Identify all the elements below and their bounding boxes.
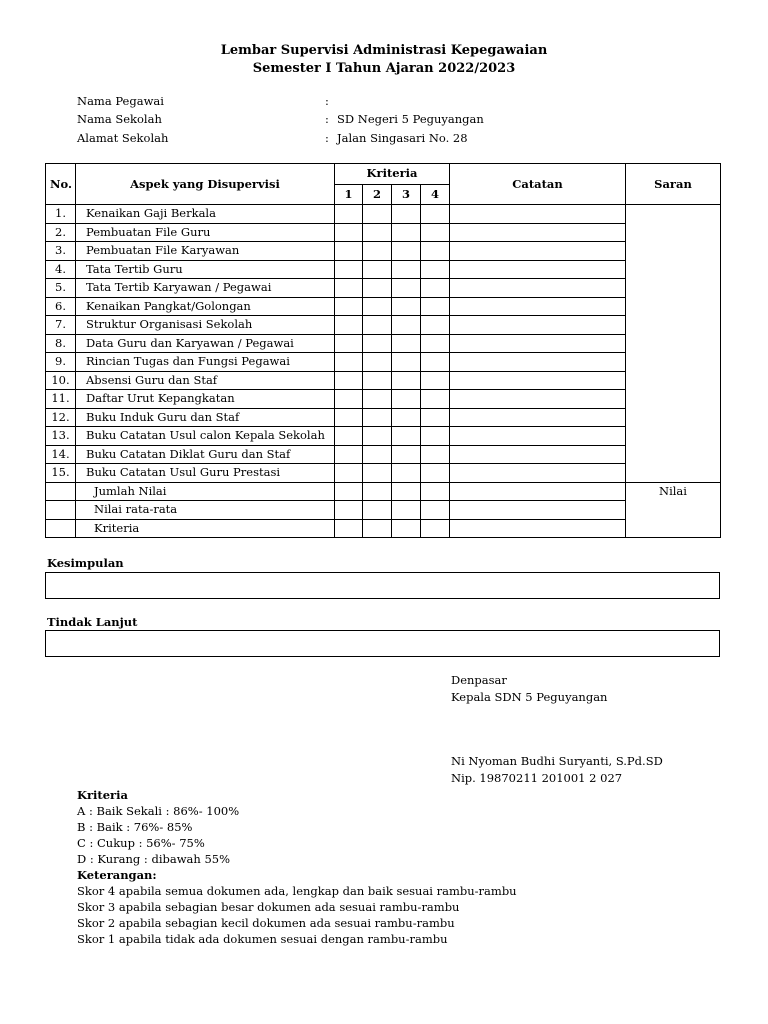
table-row <box>46 205 721 224</box>
criteria-cell-4[interactable] <box>421 205 450 224</box>
row-number: 4. <box>46 260 76 279</box>
criteria-cell-4[interactable] <box>421 445 450 464</box>
criteria-cell-4[interactable] <box>421 390 450 409</box>
row-number: 10. <box>46 371 76 390</box>
criteria-cell-1[interactable] <box>335 297 363 316</box>
criteria-legend-item: B : Baik : 76%- 85% <box>77 820 193 834</box>
criteria-cell-4[interactable] <box>421 297 450 316</box>
info-value: Jalan Singasari No. 28 <box>337 131 468 145</box>
criteria-cell-2[interactable] <box>363 353 392 372</box>
table-row <box>46 334 721 353</box>
notes-legend-item: Skor 4 apabila semua dokumen ada, lengkap dan baik sesuai rambu-rambu <box>77 884 517 898</box>
criteria-cell-1[interactable] <box>335 334 363 353</box>
row-aspect: Kenaikan Gaji Berkala <box>76 205 335 224</box>
row-number: 6. <box>46 297 76 316</box>
criteria-cell-3[interactable] <box>392 242 421 261</box>
header-criteria-3: 3 <box>392 184 421 205</box>
criteria-cell-4[interactable] <box>421 316 450 335</box>
row-number: 11. <box>46 390 76 409</box>
criteria-cell-2[interactable] <box>363 464 392 483</box>
notes-cell[interactable] <box>450 205 626 224</box>
table-row <box>46 297 721 316</box>
criteria-cell-3[interactable] <box>392 279 421 298</box>
criteria-cell-1[interactable] <box>335 242 363 261</box>
criteria-cell-2[interactable] <box>363 279 392 298</box>
row-aspect: Rincian Tugas dan Fungsi Pegawai <box>76 353 335 372</box>
notes-cell[interactable] <box>450 316 626 335</box>
criteria-cell-3[interactable] <box>392 205 421 224</box>
summary-row <box>46 501 721 520</box>
notes-cell[interactable] <box>450 371 626 390</box>
criteria-cell-1[interactable] <box>335 205 363 224</box>
info-label: Nama Sekolah <box>77 112 162 126</box>
summary-notes-cell[interactable] <box>450 482 626 501</box>
summary-criteria-cell-4[interactable] <box>421 501 450 520</box>
signature-nip: Nip. 19870211 201001 2 027 <box>451 771 623 785</box>
criteria-cell-4[interactable] <box>421 371 450 390</box>
table-row <box>46 316 721 335</box>
criteria-cell-2[interactable] <box>363 316 392 335</box>
notes-cell[interactable] <box>450 260 626 279</box>
criteria-cell-4[interactable] <box>421 334 450 353</box>
criteria-cell-2[interactable] <box>363 427 392 446</box>
criteria-cell-1[interactable] <box>335 445 363 464</box>
criteria-cell-1[interactable] <box>335 427 363 446</box>
notes-cell[interactable] <box>450 408 626 427</box>
row-number: 15. <box>46 464 76 483</box>
notes-cell[interactable] <box>450 445 626 464</box>
criteria-cell-3[interactable] <box>392 260 421 279</box>
header-criteria-4: 4 <box>421 184 450 205</box>
follow-up-label: Tindak Lanjut <box>47 615 138 629</box>
table-row <box>46 408 721 427</box>
criteria-cell-2[interactable] <box>363 205 392 224</box>
row-number: 14. <box>46 445 76 464</box>
notes-cell[interactable] <box>450 353 626 372</box>
criteria-cell-3[interactable] <box>392 427 421 446</box>
nilai-cell[interactable] <box>626 482 721 538</box>
row-number: 7. <box>46 316 76 335</box>
notes-cell[interactable] <box>450 334 626 353</box>
header-criteria: Kriteria <box>335 164 450 185</box>
summary-row <box>46 519 721 538</box>
criteria-cell-3[interactable] <box>392 371 421 390</box>
summary-number-cell <box>46 482 76 501</box>
criteria-cell-1[interactable] <box>335 316 363 335</box>
notes-legend-item: Skor 2 apabila sebagian kecil dokumen ada sesuai rambu-rambu <box>77 916 455 930</box>
criteria-legend-title: Kriteria <box>77 788 128 802</box>
table-row <box>46 445 721 464</box>
summary-row <box>46 482 721 501</box>
summary-criteria-cell-1[interactable] <box>335 519 363 538</box>
criteria-cell-1[interactable] <box>335 260 363 279</box>
criteria-cell-2[interactable] <box>363 223 392 242</box>
row-aspect: Tata Tertib Guru <box>76 260 335 279</box>
criteria-cell-3[interactable] <box>392 408 421 427</box>
table-row <box>46 260 721 279</box>
header-advice: Saran <box>626 164 721 205</box>
header-notes: Catatan <box>450 164 626 205</box>
criteria-cell-1[interactable] <box>335 353 363 372</box>
criteria-legend-item: C : Cukup : 56%- 75% <box>77 836 205 850</box>
advice-cell[interactable] <box>626 205 721 483</box>
criteria-cell-3[interactable] <box>392 223 421 242</box>
info-value: SD Negeri 5 Peguyangan <box>337 112 484 126</box>
row-aspect: Buku Catatan Diklat Guru dan Staf <box>76 445 335 464</box>
criteria-cell-3[interactable] <box>392 334 421 353</box>
summary-criteria-cell-2[interactable] <box>363 501 392 520</box>
criteria-cell-1[interactable] <box>335 279 363 298</box>
summary-label: Nilai rata-rata <box>76 501 335 520</box>
legend <box>77 787 517 947</box>
summary-number-cell <box>46 519 76 538</box>
summary-notes-cell[interactable] <box>450 501 626 520</box>
criteria-legend-item: A : Baik Sekali : 86%- 100% <box>77 804 240 818</box>
criteria-cell-1[interactable] <box>335 390 363 409</box>
criteria-cell-4[interactable] <box>421 408 450 427</box>
summary-number-cell <box>46 501 76 520</box>
table-row <box>46 242 721 261</box>
summary-criteria-cell-3[interactable] <box>392 501 421 520</box>
criteria-cell-2[interactable] <box>363 390 392 409</box>
notes-cell[interactable] <box>450 297 626 316</box>
criteria-cell-3[interactable] <box>392 445 421 464</box>
notes-cell[interactable] <box>450 279 626 298</box>
criteria-cell-2[interactable] <box>363 445 392 464</box>
row-number: 9. <box>46 353 76 372</box>
summary-criteria-cell-1[interactable] <box>335 482 363 501</box>
table-row <box>46 464 721 483</box>
nilai-label: Nilai <box>659 483 687 498</box>
conclusion-box[interactable] <box>45 572 720 599</box>
criteria-cell-3[interactable] <box>392 390 421 409</box>
criteria-cell-4[interactable] <box>421 353 450 372</box>
table-row <box>46 279 721 298</box>
table-row <box>46 353 721 372</box>
summary-notes-cell[interactable] <box>450 519 626 538</box>
notes-cell[interactable] <box>450 242 626 261</box>
table-row <box>46 390 721 409</box>
summary-criteria-cell-2[interactable] <box>363 482 392 501</box>
notes-cell[interactable] <box>450 223 626 242</box>
notes-cell[interactable] <box>450 464 626 483</box>
conclusion-label: Kesimpulan <box>47 556 124 570</box>
summary-label: Jumlah Nilai <box>76 482 335 501</box>
row-number: 8. <box>46 334 76 353</box>
summary-criteria-cell-1[interactable] <box>335 501 363 520</box>
info-colon: : <box>325 112 329 126</box>
criteria-cell-4[interactable] <box>421 427 450 446</box>
criteria-cell-1[interactable] <box>335 223 363 242</box>
supervision-table <box>45 163 721 538</box>
header-no: No. <box>46 164 76 205</box>
criteria-cell-3[interactable] <box>392 464 421 483</box>
document-subtitle: Semester I Tahun Ajaran 2022/2023 <box>252 61 516 76</box>
criteria-cell-3[interactable] <box>392 353 421 372</box>
notes-cell[interactable] <box>450 427 626 446</box>
row-aspect: Absensi Guru dan Staf <box>76 371 335 390</box>
row-number: 1. <box>46 205 76 224</box>
criteria-cell-1[interactable] <box>335 464 363 483</box>
row-aspect: Buku Catatan Usul Guru Prestasi <box>76 464 335 483</box>
criteria-cell-2[interactable] <box>363 334 392 353</box>
summary-label: Kriteria <box>76 519 335 538</box>
signature-position: Kepala SDN 5 Peguyangan <box>451 690 608 704</box>
criteria-cell-4[interactable] <box>421 464 450 483</box>
row-aspect: Buku Induk Guru dan Staf <box>76 408 335 427</box>
criteria-cell-4[interactable] <box>421 242 450 261</box>
info-colon: : <box>325 94 329 108</box>
criteria-legend-item: D : Kurang : dibawah 55% <box>77 852 231 866</box>
criteria-cell-2[interactable] <box>363 297 392 316</box>
notes-legend-item: Skor 3 apabila sebagian besar dokumen ada sesuai rambu-rambu <box>77 900 460 914</box>
row-number: 12. <box>46 408 76 427</box>
summary-criteria-cell-3[interactable] <box>392 482 421 501</box>
criteria-cell-2[interactable] <box>363 371 392 390</box>
info-label: Nama Pegawai <box>77 94 164 108</box>
summary-criteria-cell-4[interactable] <box>421 482 450 501</box>
row-number: 5. <box>46 279 76 298</box>
row-aspect: Pembuatan File Karyawan <box>76 242 335 261</box>
signature-name: Ni Nyoman Budhi Suryanti, S.Pd.SD <box>451 754 663 768</box>
summary-criteria-cell-3[interactable] <box>392 519 421 538</box>
summary-criteria-cell-2[interactable] <box>363 519 392 538</box>
row-aspect: Buku Catatan Usul calon Kepala Sekolah <box>76 427 335 446</box>
row-aspect: Struktur Organisasi Sekolah <box>76 316 335 335</box>
criteria-cell-4[interactable] <box>421 223 450 242</box>
criteria-cell-4[interactable] <box>421 279 450 298</box>
criteria-cell-2[interactable] <box>363 408 392 427</box>
header-criteria-2: 2 <box>363 184 392 205</box>
row-number: 2. <box>46 223 76 242</box>
criteria-cell-3[interactable] <box>392 316 421 335</box>
row-aspect: Daftar Urut Kepangkatan <box>76 390 335 409</box>
notes-legend-title: Keterangan: <box>77 868 157 882</box>
row-aspect: Pembuatan File Guru <box>76 223 335 242</box>
notes-legend-item: Skor 1 apabila tidak ada dokumen sesuai dengan rambu-rambu <box>77 932 448 946</box>
row-aspect: Kenaikan Pangkat/Golongan <box>76 297 335 316</box>
criteria-cell-4[interactable] <box>421 260 450 279</box>
table-row <box>46 371 721 390</box>
table-row <box>46 223 721 242</box>
row-aspect: Data Guru dan Karyawan / Pegawai <box>76 334 335 353</box>
table-row <box>46 427 721 446</box>
row-number: 3. <box>46 242 76 261</box>
criteria-cell-1[interactable] <box>335 408 363 427</box>
follow-up-box[interactable] <box>45 630 720 657</box>
criteria-cell-1[interactable] <box>335 371 363 390</box>
signature-place: Denpasar <box>451 673 507 687</box>
info-label: Alamat Sekolah <box>77 131 169 145</box>
row-aspect: Tata Tertib Karyawan / Pegawai <box>76 279 335 298</box>
header-aspect: Aspek yang Disupervisi <box>76 164 335 205</box>
row-number: 13. <box>46 427 76 446</box>
info-colon: : <box>325 131 329 145</box>
criteria-cell-2[interactable] <box>363 260 392 279</box>
notes-cell[interactable] <box>450 390 626 409</box>
summary-criteria-cell-4[interactable] <box>421 519 450 538</box>
header-criteria-1: 1 <box>335 184 363 205</box>
document-title: Lembar Supervisi Administrasi Kepegawaian <box>220 43 548 58</box>
criteria-cell-2[interactable] <box>363 242 392 261</box>
criteria-cell-3[interactable] <box>392 297 421 316</box>
